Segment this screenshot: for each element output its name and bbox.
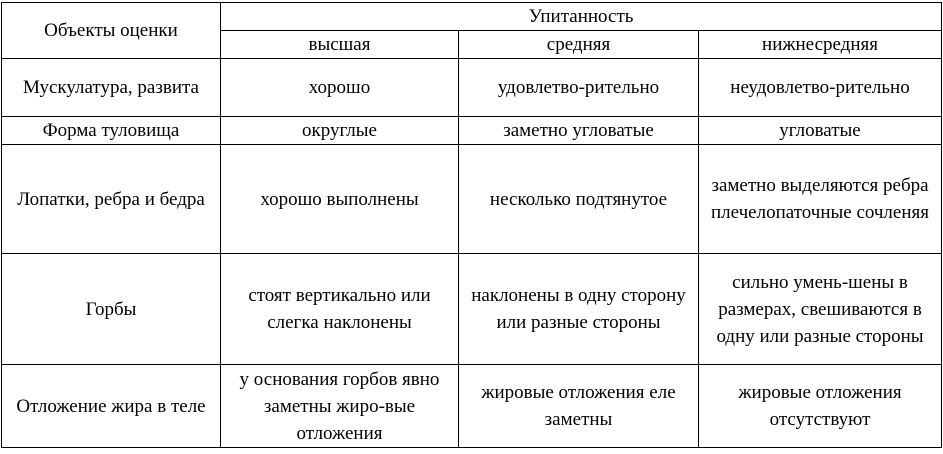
table-row [2,254,942,365]
table-cell [221,145,459,254]
row-label: Мускулатура, развита [23,77,199,98]
fatness-assessment-table [1,2,942,448]
header-objects-label: Объекты оценки [44,20,178,41]
header-objects-cell [2,3,221,59]
table-cell [459,59,699,117]
cell-value: хорошо [308,77,371,98]
row-label: Форма туловища [42,120,180,141]
column-label: высшая [308,34,371,55]
table-cell [699,254,942,365]
cell-value: неудовлетво-рительно [730,77,910,98]
table-cell [699,145,942,254]
table-row [2,59,942,117]
cell-value: заметно выделяются ребра плечелопаточные сочленяя [711,175,929,223]
table-row [2,365,942,448]
row-label-cell [2,117,221,145]
table-cell [459,254,699,365]
row-label-cell [2,254,221,365]
row-label-cell [2,365,221,448]
row-label-cell [2,145,221,254]
cell-value: наклонены в одну сторону или разные стороны [471,285,686,333]
table-cell [221,59,459,117]
table-cell [699,365,942,448]
column-label: средняя [546,34,611,55]
column-label: нижнесредняя [762,34,878,55]
cell-value: у основания горбов явно заметны жиро-вые отложения [239,368,440,444]
table-cell [459,145,699,254]
table-cell [699,117,942,145]
table-cell [699,59,942,117]
table-cell [221,117,459,145]
cell-value: жировые отложения еле заметны [481,382,676,430]
header-group-label: Упитанность [528,6,634,27]
cell-value: угловатые [779,120,861,141]
table-row [2,117,942,145]
table-header-row [2,3,942,31]
cell-value: удовлетво-рительно [497,77,660,98]
header-column-highest [221,31,459,59]
cell-value: жировые отложения отсутствуют [738,382,902,430]
header-column-lower-medium [699,31,942,59]
row-label: Лопатки, ребра и бедра [17,188,205,210]
row-label: Отложение жира в теле [16,395,206,417]
table-cell [221,365,459,448]
cell-value: заметно угловатые [503,120,654,141]
cell-value: несколько подтянутое [489,188,668,210]
row-label: Горбы [85,298,137,320]
table-cell [221,254,459,365]
cell-value: сильно умень-шены в размерах, свешиваются в одну или разные стороны [716,271,924,347]
header-column-medium [459,31,699,59]
cell-value: хорошо выполнены [260,188,419,210]
table-cell [459,117,699,145]
cell-value: округлые [302,120,377,141]
table-cell [459,365,699,448]
row-label-cell [2,59,221,117]
table-row [2,145,942,254]
header-group-cell [221,3,942,31]
cell-value: стоят вертикально или слегка наклонены [248,285,431,333]
